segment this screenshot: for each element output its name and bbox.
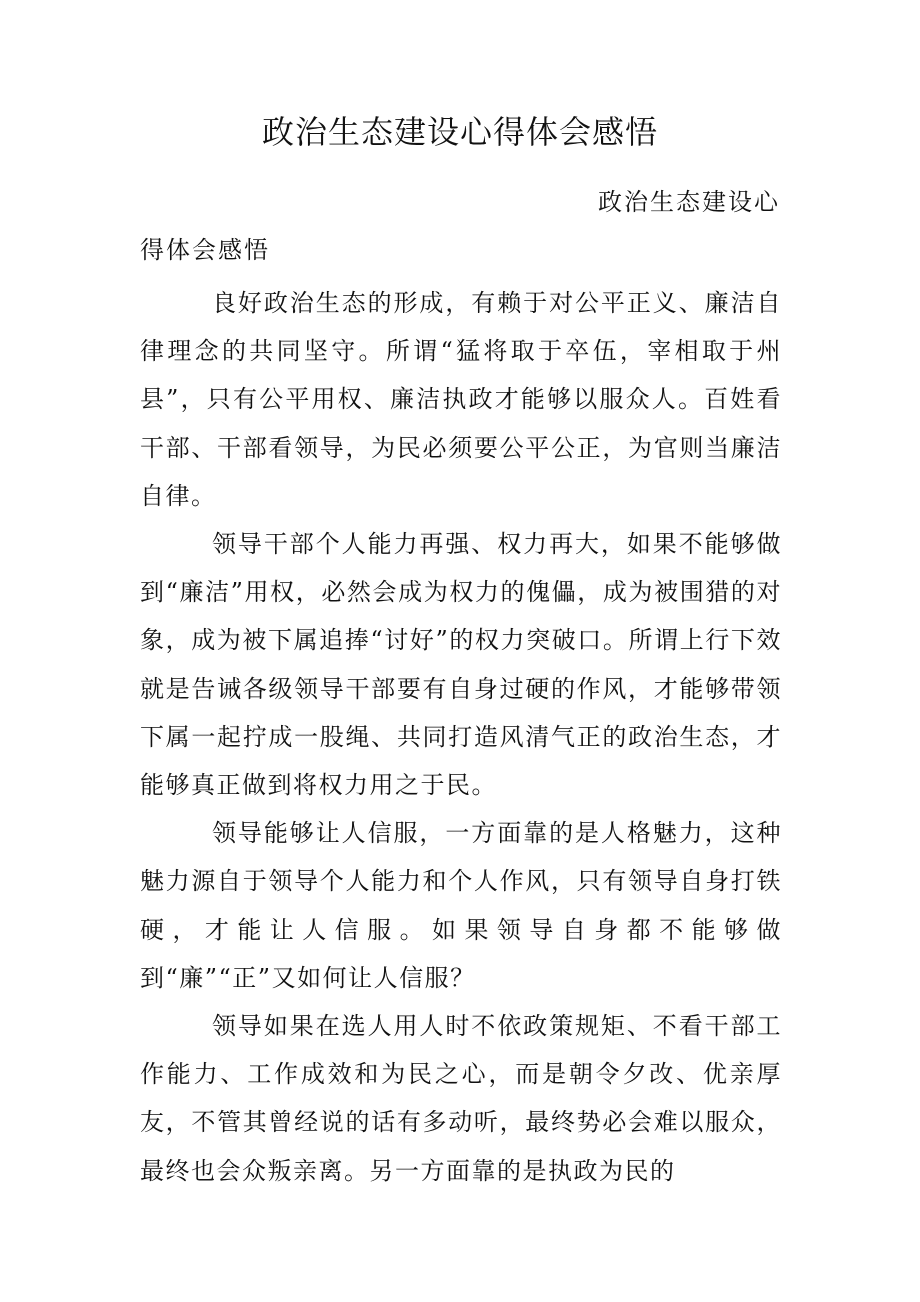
paragraph-3: 领导能够让人信服，一方面靠的是人格魅力，这种魅力源自于领导个人能力和个人作风，只有领导自身打铁硬，才能让人信服。如果领导自身都不能够做到“廉”“正”又如何让人信服？	[140, 819, 782, 992]
paragraph-4: 领导如果在选人用人时不依政策规矩、不看干部工作能力、工作成效和为民之心，而是朝令夕改、优亲厚友，不管其曾经说的话有多动听，最终势必会难以服众，最终也会众叛亲离。另一方面靠的是执政为民的	[140, 1012, 782, 1185]
paragraph-2: 领导干部个人能力再强、权力再大，如果不能够做到“廉洁”用权，必然会成为权力的傀儡，成为被围猎的对象，成为被下属追捧“讨好”的权力突破口。所谓上行下效就是告诫各级领导干部要有自身过硬的作风，才能够带领下属一起拧成一股绳、共同打造风清气正的政治生态，才能够真正做到将权力用之于民。	[140, 530, 782, 800]
document-body	[140, 279, 782, 1195]
paragraph-1: 良好政治生态的形成，有赖于对公平正义、廉洁自律理念的共同坚守。所谓“猛将取于卒伍，宰相取于州县”，只有公平用权、廉洁执政才能够以服众人。百姓看干部、干部看领导，为民必须要公平公正，为官则当廉洁自律。	[140, 289, 782, 510]
byline-line-1: 政治生态建设心	[598, 188, 780, 216]
document-title: 政治生态建设心得体会感悟	[261, 113, 658, 151]
byline-line-2: 得体会感悟	[140, 236, 270, 264]
